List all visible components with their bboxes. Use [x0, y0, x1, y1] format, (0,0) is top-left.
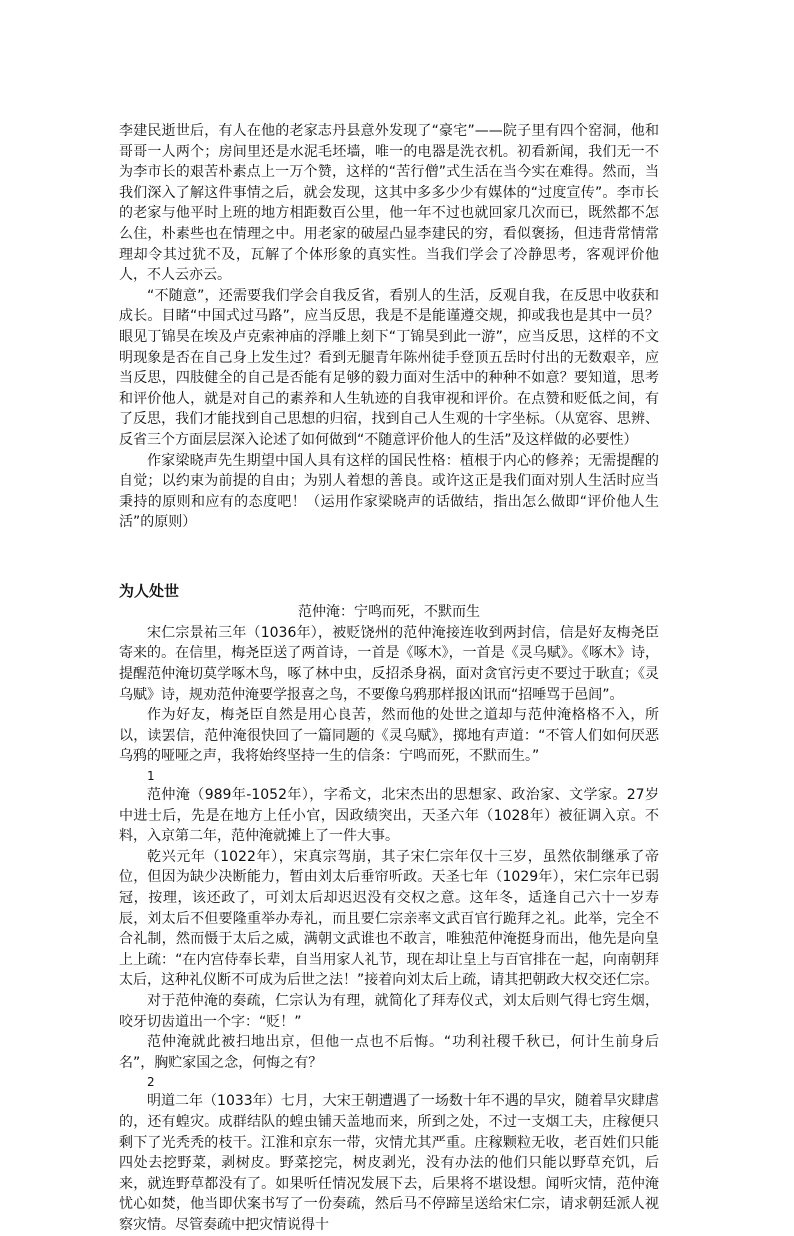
section-number: 2: [147, 1075, 155, 1090]
essay-paragraph: “不随意”，还需要我们学会自我反省，看别人的生活，反观自我，在反思中收获和成长。目睹“中国式过马路”，应当反思，我是不是能谨遵交规，抑或我也是其中一员？眼见丁锦昊在埃及卢克索神庙的浮雕上刻下“丁锦昊到此一游”，应当反思，这样的不文明现象是否在自己身上发生过？看到无腿青年陈州徒手登顶五岳时付出的无数艰辛，应当反思，四肢健全的自己是否能有足够的毅力面对生活中的种种不如意？要知道，思考和评价他人，就是对自己的素养和人生轨迹的自我审视和评价。在点赞和贬低之间，有了反思，我们才能找到自己思想的归宿，找到自己人生观的十字坐标。（从宽容、思辨、反省三个方面层层深入论述了如何做到“不随意评价他人的生活”及这样做的必要性）: [119, 287, 659, 448]
section-number: 1: [147, 769, 155, 784]
article-title: 范仲淹：宁鸣而死，不默而生: [298, 603, 480, 620]
article-paragraph: 对于范仲淹的奏疏，仁宗认为有理，就简化了拜寿仪式，刘太后则气得七窍生烟，咬牙切齿道出一个字：“贬！”: [119, 992, 659, 1030]
article-paragraph: 宋仁宗景祐三年（1036年），被贬饶州的范仲淹接连收到两封信，信是好友梅尧臣寄来的。在信里，梅尧臣送了两首诗，一首是《啄木》，一首是《灵乌赋》。《啄木》诗，提醒范仲淹切莫学啄木鸟，啄了林中虫，反招杀身祸，面对贪官污吏不要过于耿直；《灵乌赋》诗，规劝范仲淹要学报喜之鸟，不要像乌鸦那样报凶讯而“招唾骂于邑闾”。: [119, 624, 659, 703]
document-body: [119, 121, 659, 1236]
essay-paragraph: 作家梁晓声先生期望中国人具有这样的国民性格：植根于内心的修养；无需提醒的自觉；以约束为前提的自由；为别人着想的善良。或许这正是我们面对别人生活时应当秉持的原则和应有的态度吧！（运用作家梁晓声的话做结，指出怎么做即“评价他人生活”的原则）: [119, 452, 659, 531]
article-paragraph: 范仲淹（989年-1052年），字希文，北宋杰出的思想家、政治家、文学家。27岁中进士后，先是在地方上任小官，因政绩突出，天圣六年（1028年）被征调入京。不料，入京第二年，范仲淹就摊上了一件大事。: [119, 787, 659, 845]
article-paragraph: 范仲淹就此被扫地出京，但他一点也不后悔。“功利社稷千秋已，何计生前身后名”，胸贮家国之念，何悔之有？: [119, 1034, 659, 1071]
article-paragraph: 作为好友，梅尧臣自然是用心良苦，然而他的处世之道却与范仲淹格格不入，所以，读罢信，范仲淹很快回了一篇同题的《灵乌赋》，掷地有声道：“不管人们如何厌恶乌鸦的哑哑之声，我将始终坚持一生的信条：宁鸣而死，不默而生。”: [119, 707, 659, 765]
section-heading: 为人处世: [119, 581, 180, 600]
essay-paragraph: 李建民逝世后，有人在他的老家志丹县意外发现了“豪宅”——院子里有四个窑洞，他和哥哥一人两个；房间里还是水泥毛坯墙，唯一的电器是洗衣机。初看新闻，我们无一不为李市长的艰苦朴素点上一万个赞，这样的“苦行僧”式生活在当今实在难得。然而，当我们深入了解这件事情之后，就会发现，这其中多多少少有媒体的“过度宣传”。李市长的老家与他平时上班的地方相距数百公里，他一年不过也就回家几次而已，既然都不怎么住，朴素些也在情理之中。用老家的破屋凸显李建民的穷，看似褒扬，但违背常情常理却令其过犹不及，瓦解了个体形象的真实性。当我们学会了冷静思考，客观评价他人，不人云亦云。: [119, 123, 659, 284]
article-paragraph: 明道二年（1033年）七月，大宋王朝遭遇了一场数十年不遇的旱灾，随着旱灾肆虐的，还有蝗灾。成群结队的蝗虫铺天盖地而来，所到之处，不过一支烟工夫，庄稼便只剩下了光秃秃的枝干。江淮和京东一带，灾情尤其严重。庄稼颗粒无收，老百姓们只能四处去挖野菜，剥树皮。野菜挖完，树皮剥光，没有办法的他们只能以野草充饥，后来，就连野草都没有了。如果听任情况发展下去，后果将不堪设想。闻听灾情，范仲淹忧心如焚，他当即伏案书写了一份奏疏，然后马不停蹄呈送给宋仁宗，请求朝廷派人视察灾情。尽管奏疏中把灾情说得十: [119, 1093, 659, 1233]
article-paragraph: 乾兴元年（1022年），宋真宗驾崩，其子宋仁宗年仅十三岁，虽然依制继承了帝位，但因为缺少决断能力，暂由刘太后垂帘听政。天圣七年（1029年），宋仁宗年已弱冠，按理，该还政了，可刘太后却迟迟没有交权之意。这年冬，适逢自己六十一岁寿辰，刘太后不但要隆重举办寿礼，而且要仁宗亲率文武百官行跪拜之礼。此举，完全不合礼制，然而慑于太后之威，满朝文武谁也不敢言，唯独范仲淹挺身而出，他先是向皇上上疏：“在内宫侍奉长辈，自当用家人礼节，现在却让皇上与百官排在一起，向南朝拜太后，这种礼仪断不可成为后世之法！”接着向刘太后上疏，请其把朝政大权交还仁宗。: [119, 848, 659, 989]
